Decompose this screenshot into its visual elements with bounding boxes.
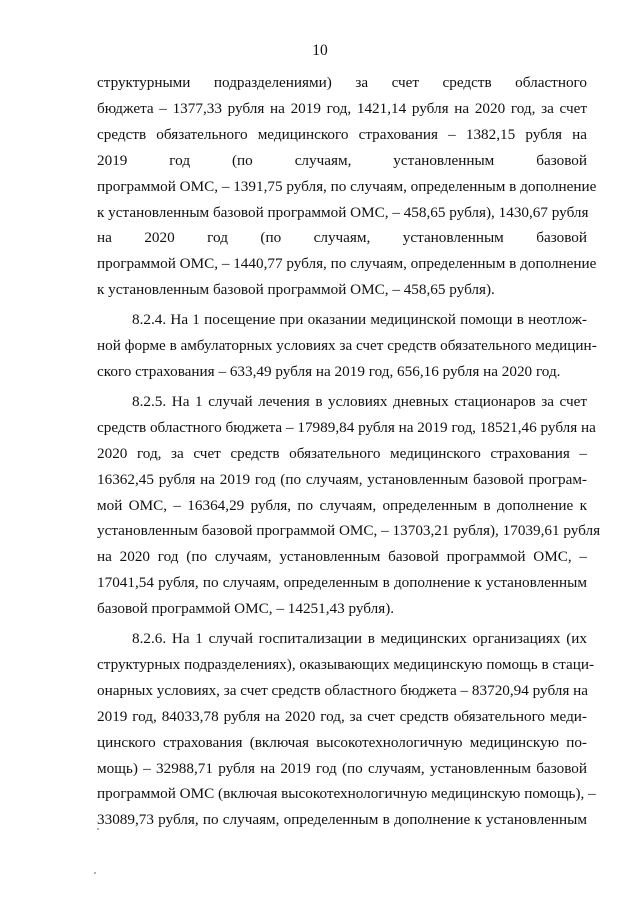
page-number: 10: [312, 42, 328, 59]
text-line: 8.2.4. На 1 посещение при оказании медицинской помощи в неотлож-: [132, 311, 587, 329]
text-line: бюджета – 1377,33 рубля на 2019 год, 1421,14 рубля на 2020 год, за счет: [97, 99, 587, 117]
text-line: средств областного бюджета – 17989,84 рубля на 2019 год, 18521,46 рубля на: [97, 418, 596, 436]
text-line: к установленным базовой программой ОМС, – 458,65 рубля), 1430,67 рубля: [97, 203, 589, 221]
text-line: средств обязательного медицинского страхования – 1382,15 рубля на: [97, 125, 587, 143]
paragraph-8-2-4: [97, 307, 597, 385]
paragraph-8-2-5: [97, 389, 601, 622]
text-line: базовой программой ОМС, – 14251,43 рубля).: [97, 600, 395, 618]
text-line: на 2020 год (по случаям, установленным базовой: [97, 229, 587, 247]
text-line: 8.2.5. На 1 случай лечения в условиях дневных стационаров за счет: [132, 392, 587, 410]
text-line: программой ОМС, – 1391,75 рубля, по случаям, определенным в дополнение: [97, 177, 597, 195]
text-line: установленным базовой программой ОМС, – 13703,21 рубля), 17039,61 рубля: [97, 522, 601, 540]
text-line: 2020 год, за счет средств обязательного медицинского страхования –: [97, 444, 587, 462]
paragraph-8-2-6: [97, 626, 596, 833]
text-line: структурных подразделениях), оказывающих медицинскую помощь в стаци-: [97, 655, 595, 673]
scan-speck: [94, 872, 96, 874]
text-line: 2019 год (по случаям, установленным базовой: [97, 151, 587, 169]
text-line: ной форме в амбулаторных условиях за счет средств обязательного медицин-: [97, 337, 597, 355]
text-line: к установленным базовой программой ОМС, – 458,65 рубля).: [97, 281, 495, 299]
text-line: 16362,45 рубля на 2019 год (по случаям, установленным базовой програм-: [97, 470, 587, 488]
paragraph-8-2-3-continuation: [97, 70, 597, 303]
text-line: 33089,73 рубля, по случаям, определенным в дополнение к установленным: [97, 811, 587, 829]
text-line: структурными подразделениями) за счет средств областного: [97, 74, 587, 91]
scan-speck: [97, 828, 99, 830]
text-line: цинского страхования (включая высокотехнологичную медицинскую по-: [97, 733, 587, 751]
document-body: [97, 70, 601, 833]
text-line: мой ОМС, – 16364,29 рубля, по случаям, определенным в дополнение к: [97, 496, 587, 514]
text-line: на 2020 год (по случаям, установленным базовой программой ОМС, –: [97, 548, 587, 566]
text-line: 17041,54 рубля, по случаям, определенным в дополнение к установленным: [97, 574, 587, 592]
text-line: ского страхования – 633,49 рубля на 2019 год, 656,16 рубля на 2020 год.: [97, 362, 561, 380]
text-line: 2019 год, 84033,78 рубля на 2020 год, за счет средств обязательного меди-: [97, 707, 587, 725]
text-line: онарных условиях, за счет средств областного бюджета – 83720,94 рубля на: [97, 681, 589, 699]
text-line: мощь) – 32988,71 рубля на 2019 год (по случаям, установленным базовой: [97, 759, 587, 777]
text-line: 8.2.6. На 1 случай госпитализации в медицинских организациях (их: [132, 630, 587, 648]
text-line: программой ОМС (включая высокотехнологичную медицинскую помощь), –: [97, 785, 596, 803]
text-line: программой ОМС, – 1440,77 рубля, по случаям, определенным в дополнение: [97, 255, 597, 273]
